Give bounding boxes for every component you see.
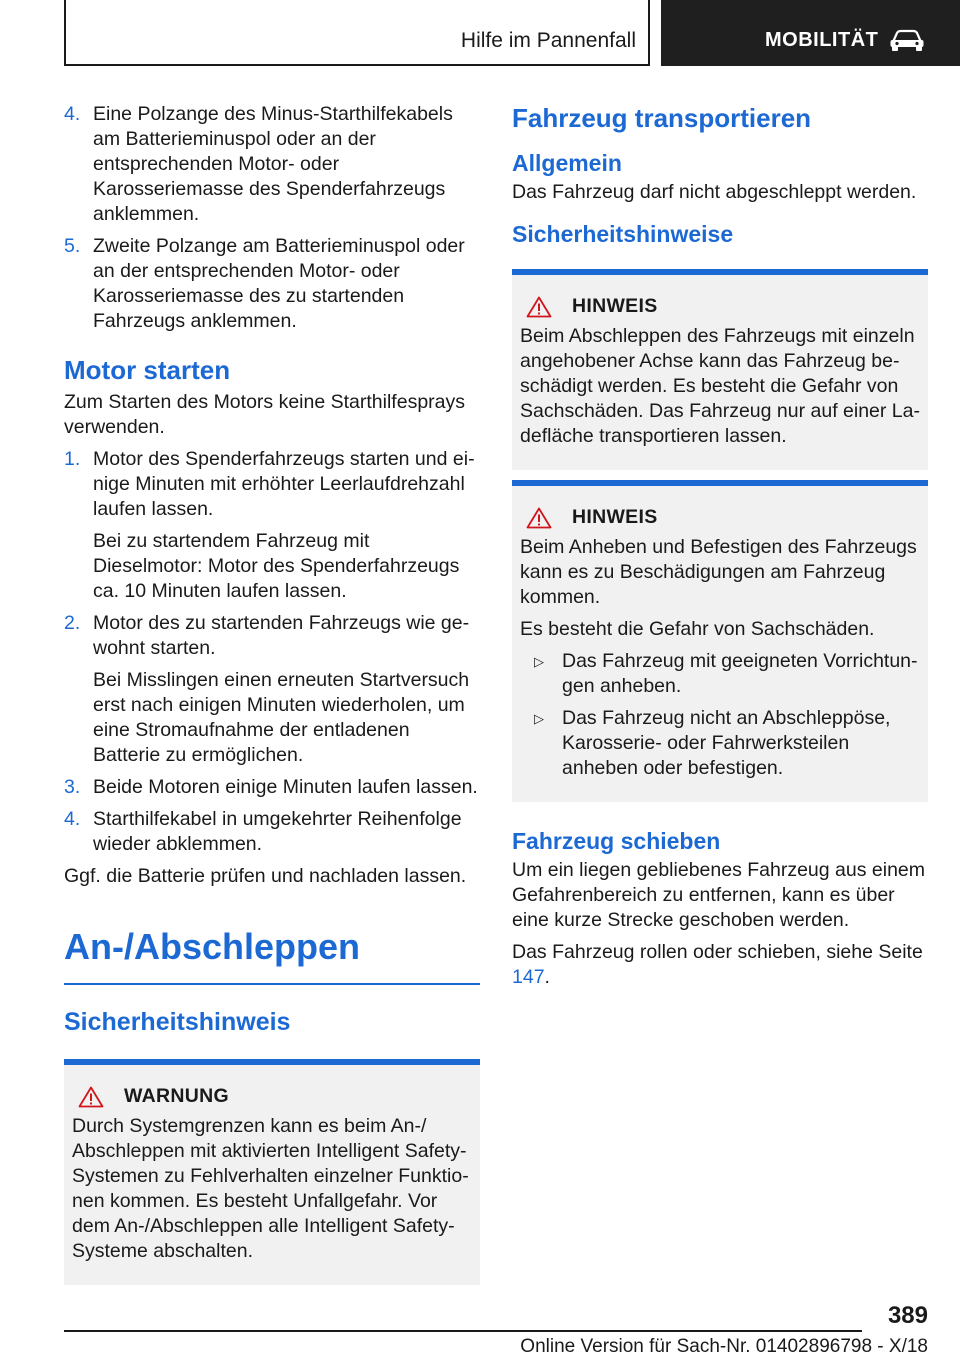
page-number: 389 — [887, 1302, 928, 1329]
right-column — [512, 102, 928, 997]
push-reference-suffix: . — [544, 966, 550, 988]
list-item — [520, 706, 920, 781]
push-text: Um ein liegen gebliebenes Fahrzeug aus einem Gefahrenbereich zu entfernen, kann es über eine kurze Strecke geschoben werden. — [512, 859, 926, 931]
warning-title: WARNUNG — [124, 1085, 230, 1107]
motor-intro: Zum Starten des Motors keine Starthilfesprays verwenden. — [64, 391, 465, 438]
notice-text: Beim Abschleppen des Fahrzeugs mit einzeln angehobener Achse kann das Fahrzeug beschädigt werden. Es besteht die Gefahr von Sachschäden. Das Fahrzeug nur auf einer Ladefläche transportieren lassen. — [520, 325, 920, 447]
step-text: Eine Polzange des Minus-Starthilfekabels am Batterieminuspol oder an der entsprechenden Motor- oder Karosseriemasse des Spenderfahrzeugs anklemmen. — [93, 103, 453, 225]
notice-box — [512, 269, 928, 470]
footer-online-version: Online Version für Sach-Nr. 01402896798 - X/18 — [520, 1336, 928, 1357]
bullet-text: Das Fahrzeug nicht an Abschleppöse, Karosserie- oder Fahrwerksteilen anheben oder befestigen. — [562, 707, 891, 779]
step-number: 2. — [64, 612, 81, 634]
step-text: Zweite Polzange am Batterieminuspol oder an der entsprechenden Motor- oder Karosseriemasse des zu startenden Fahrzeugs anklemmen. — [93, 235, 465, 332]
subsection-heading-fahrzeug-schieben: Fahrzeug schieben — [512, 828, 721, 854]
notice-text: Beim Anheben und Befestigen des Fahrzeugs kann es zu Beschädigungen am Fahrzeug kommen. — [520, 536, 917, 608]
header-section-title: Hilfe im Pannenfall — [460, 29, 636, 52]
step-number: 4. — [64, 808, 81, 830]
push-reference-text: Das Fahrzeug rollen oder schieben, siehe Seite — [512, 941, 923, 963]
step-text: Beide Motoren einige Minuten laufen lassen. — [93, 776, 478, 798]
section-heading-fahrzeug-transportieren: Fahrzeug transportieren — [512, 103, 812, 133]
car-icon — [889, 28, 925, 52]
section-heading-motor-starten: Motor starten — [64, 355, 231, 385]
notice-header — [520, 506, 920, 529]
notice-header — [520, 295, 920, 318]
step-subtext: Bei Misslingen einen erneuten Startversuch erst nach einigen Minuten wiederholen, um eine Stromaufnahme der entladenen Batterie zu ermöglichen. — [93, 669, 470, 766]
notice-title: HINWEIS — [572, 295, 658, 317]
subsection-heading-allgemein: Allgemein — [512, 150, 622, 176]
notice-box — [512, 480, 928, 802]
step-number: 5. — [64, 235, 81, 257]
list-item — [64, 234, 480, 334]
warning-text: Durch Systemgrenzen kann es beim An-/ Abschleppen mit aktivierten Intelligent Safety-Systemen zu Fehlverhalten einzelner Funktionen kommen. Es besteht Unfallgefahr. Vor dem An-/Abschleppen alle Intelligent Safety-Systeme abschalten. — [72, 1115, 469, 1262]
motor-outro: Ggf. die Batterie prüfen und nachladen lassen. — [64, 865, 467, 887]
footer-rule — [64, 1330, 862, 1332]
list-item — [520, 649, 920, 699]
push-reference — [512, 940, 928, 990]
step-number: 3. — [64, 776, 81, 798]
notice-text: Es besteht die Gefahr von Sachschäden. — [520, 618, 875, 640]
page-link-147[interactable]: 147 — [512, 966, 545, 988]
list-item — [64, 807, 480, 857]
general-text: Das Fahrzeug darf nicht abgeschleppt werden. — [512, 181, 917, 203]
list-item — [64, 611, 480, 768]
header-chapter-label: MOBILITÄT — [765, 29, 879, 51]
chapter-heading-rule — [64, 983, 480, 985]
warning-triangle-icon — [526, 296, 552, 318]
step-subtext: Bei zu startendem Fahrzeug mit Dieselmotor: Motor des Spenderfahrzeugs ca. 10 Minuten laufen lassen. — [93, 530, 460, 602]
warning-triangle-icon — [526, 507, 552, 529]
warning-triangle-icon — [78, 1086, 104, 1108]
step-text: Motor des Spenderfahrzeugs starten und einige Minuten mit erhöhter Leerlaufdrehzahl laufen lassen. — [93, 448, 475, 520]
step-text: Motor des zu startenden Fahrzeugs wie gewohnt starten. — [93, 612, 470, 659]
subsection-heading-sicherheitshinweise: Sicherheitshinweise — [512, 221, 734, 247]
list-item — [64, 447, 480, 604]
header-left-rule — [64, 0, 66, 66]
section-heading-sicherheitshinweis: Sicherheitshinweis — [64, 1008, 291, 1036]
warning-header — [72, 1085, 472, 1108]
left-column — [64, 102, 480, 1285]
step-number: 4. — [64, 103, 81, 125]
header-bottom-rule — [64, 64, 650, 66]
warning-box — [64, 1059, 480, 1285]
step-number: 1. — [64, 448, 81, 470]
chapter-heading-abschleppen: An-/Abschleppen — [64, 926, 361, 967]
header-chapter-tab[interactable] — [661, 0, 960, 66]
list-item — [64, 775, 480, 800]
notice-title: HINWEIS — [572, 506, 658, 528]
step-text: Starthilfekabel in umgekehrter Reihenfolge wieder abklemmen. — [93, 808, 462, 855]
header-right-rule — [648, 0, 650, 66]
list-item — [64, 102, 480, 227]
bullet-triangle-icon: ▷ — [534, 711, 544, 726]
bullet-text: Das Fahrzeug mit geeigneten Vorrichtungen anheben. — [562, 650, 918, 697]
bullet-triangle-icon: ▷ — [534, 654, 544, 669]
